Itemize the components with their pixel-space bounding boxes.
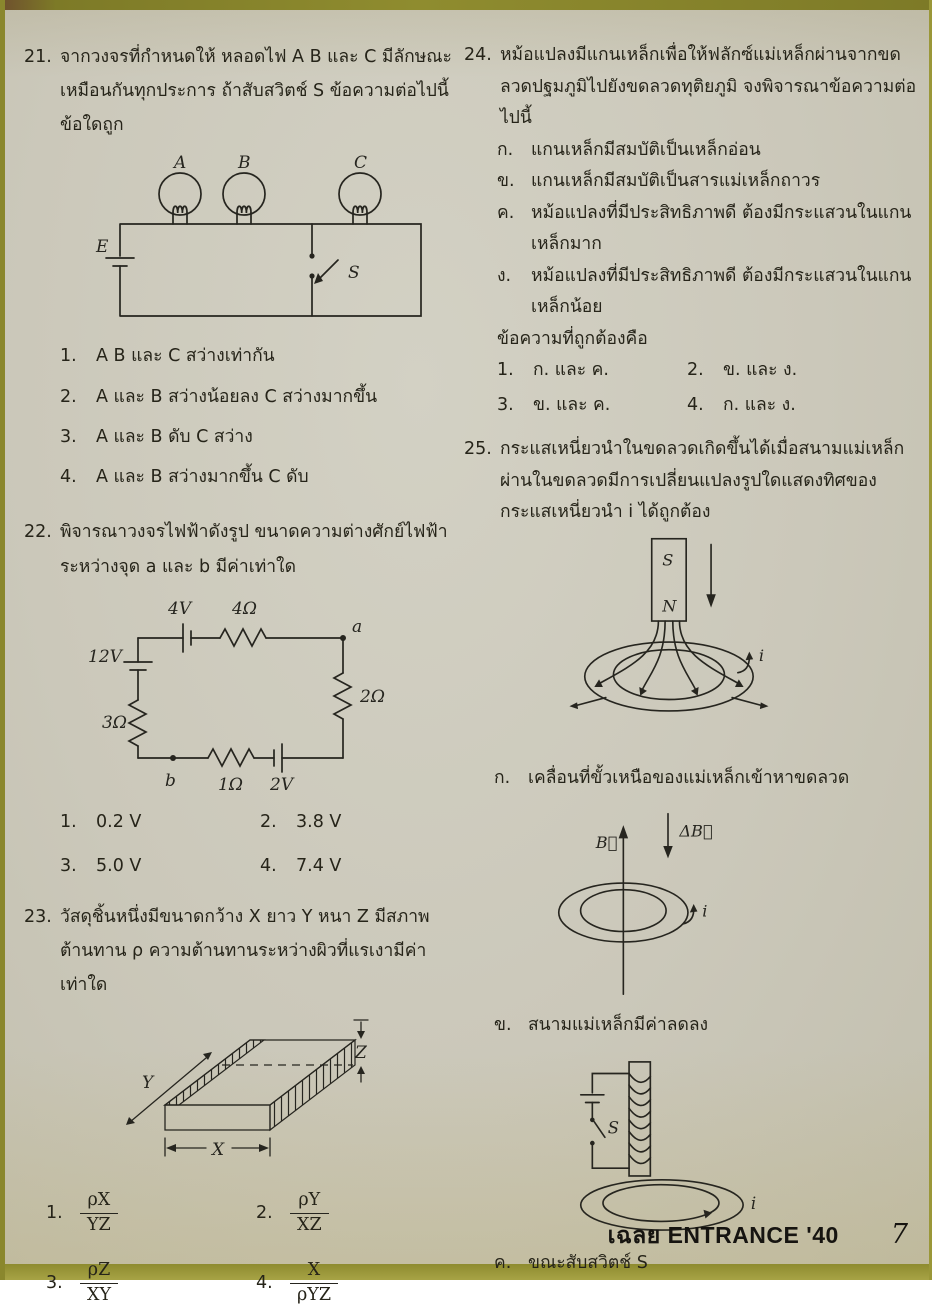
question-23-head xyxy=(24,900,460,1002)
circuit-diagram-q21 xyxy=(96,154,436,326)
label-lamp-b: B xyxy=(238,153,251,174)
choice-number: 4. xyxy=(260,855,277,876)
choice-number: 2. xyxy=(687,360,704,380)
circuit-wires xyxy=(124,624,351,772)
choice-number: 1. xyxy=(46,1203,63,1224)
page-footer xyxy=(608,1218,908,1254)
choice xyxy=(60,852,260,880)
choice xyxy=(60,377,460,417)
label-x: X xyxy=(212,1140,225,1160)
label-battery-e: E xyxy=(96,237,109,258)
question-24-prompt: ข้อความที่ถูกต้องคือ xyxy=(497,328,648,349)
choice-text: A และ B ดับ C สว่าง xyxy=(96,426,253,447)
choice-number: 1. xyxy=(60,346,77,367)
fraction-numerator: ρZ xyxy=(80,1259,118,1284)
label-node-a: a xyxy=(352,616,363,637)
label-12v: 12V xyxy=(88,646,122,667)
solenoid-circuit xyxy=(581,1062,743,1230)
choice xyxy=(60,417,460,457)
choice xyxy=(497,355,687,386)
label-b-vector: B⃗ xyxy=(595,833,618,853)
choice xyxy=(256,1259,460,1307)
fraction-numerator: ρX xyxy=(80,1189,118,1214)
choice-number: 4. xyxy=(687,394,704,415)
choice-number: 3. xyxy=(60,855,77,876)
question-number: 21. xyxy=(24,47,52,67)
label-current-i: i xyxy=(758,645,765,665)
choice-text: 0.2 V xyxy=(96,811,142,832)
label-delta-b-vector: ΔB⃗ xyxy=(679,821,713,841)
choice-number: 4. xyxy=(60,467,77,488)
fraction-denominator: XY xyxy=(87,1284,112,1305)
choice-text: 3.8 V xyxy=(296,811,342,832)
question-24-choices xyxy=(497,355,920,420)
choice-text: ข. และ ง. xyxy=(723,360,798,380)
label-2v: 2V xyxy=(270,774,294,795)
circuit-diagram-q22 xyxy=(88,598,398,798)
fraction-numerator: X xyxy=(290,1259,338,1284)
label-4ohm: 4Ω xyxy=(232,598,257,619)
fraction-numerator: ρY xyxy=(290,1189,329,1214)
choice xyxy=(256,1189,460,1237)
choice xyxy=(46,1259,256,1307)
page-number: 7 xyxy=(890,1219,908,1250)
choice-text: 7.4 V xyxy=(296,855,342,876)
choice-number: 1. xyxy=(497,360,514,380)
question-number: 24. xyxy=(464,45,492,65)
question-23-choices xyxy=(46,1189,460,1308)
label-switch-s: S xyxy=(607,1118,620,1138)
question-text: หม้อแปลงมีแกนเหล็กเพื่อให้ฟลักซ์แม่เหล็กผ่านจากขดลวดปฐมภูมิไปยังขดลวดทุติยภูมิ จงพิจารณาข้อความต่อไปนี้ xyxy=(500,45,917,128)
slab-diagram-q23 xyxy=(110,1010,400,1175)
question-22 xyxy=(24,515,460,879)
label-4v: 4V xyxy=(168,598,192,619)
statement xyxy=(497,198,920,261)
fraction xyxy=(290,1189,329,1237)
label-node-b: b xyxy=(165,770,176,791)
question-21-choices xyxy=(60,336,460,497)
label-y: Y xyxy=(142,1073,154,1093)
statement xyxy=(497,135,920,167)
statement-text: หม้อแปลงที่มีประสิทธิภาพดี ต้องมีกระแสวนในแกนเหล็กมาก xyxy=(531,202,912,254)
page-edge-top xyxy=(0,0,932,10)
label-z: Z xyxy=(355,1043,367,1063)
question-number: 25. xyxy=(464,439,492,460)
statement-letter: ก. xyxy=(497,139,514,160)
label-2ohm: 2Ω xyxy=(360,686,385,707)
question-21 xyxy=(24,40,460,497)
statement-text: หม้อแปลงที่มีประสิทธิภาพดี ต้องมีกระแสวนในแกนเหล็กน้อย xyxy=(531,265,912,317)
statement-text: แกนเหล็กมีสมบัติเป็นสารแม่เหล็กถาวร xyxy=(531,171,821,191)
shaded-face-left xyxy=(165,1040,264,1105)
question-25 xyxy=(464,434,920,1279)
choice-number: 2. xyxy=(256,1203,273,1224)
question-23 xyxy=(24,900,460,1308)
choice-text: ก. และ ง. xyxy=(723,394,796,415)
fraction xyxy=(80,1259,118,1307)
fraction-denominator: ρYZ xyxy=(297,1284,332,1305)
choice xyxy=(260,852,460,880)
caption-letter: ก. xyxy=(494,767,511,788)
caption-letter: ค. xyxy=(494,1252,512,1273)
caption-letter: ข. xyxy=(494,1015,512,1036)
label-switch-s: S xyxy=(348,263,360,284)
question-24-head xyxy=(464,40,920,135)
choice-number: 4. xyxy=(256,1273,273,1294)
caption-text: สนามแม่เหล็กมีค่าลดลง xyxy=(528,1015,709,1036)
label-lamp-a: A xyxy=(174,153,187,174)
choice-text: 5.0 V xyxy=(96,855,142,876)
shaded-face-right xyxy=(270,1040,355,1130)
choice xyxy=(687,355,920,386)
fraction-denominator: YZ xyxy=(87,1214,111,1235)
question-22-choices xyxy=(60,808,460,880)
fraction-denominator: XZ xyxy=(297,1214,322,1235)
page-edge-left xyxy=(0,0,5,1280)
circuit-wires xyxy=(106,173,421,316)
choice xyxy=(60,808,260,836)
label-current-i: i xyxy=(750,1193,757,1213)
question-text: กระแสเหนี่ยวนำในขดลวดเกิดขึ้นได้เมื่อสนามแม่เหล็กผ่านในขดลวดมีการเปลี่ยนแปลงรูปใดแสดงทิศของกระแสเหนี่ยวนำ i ได้ถูกต้อง xyxy=(500,439,905,523)
choice-text: A และ B สว่างน้อยลง C สว่างมากขึ้น xyxy=(96,386,378,407)
right-column xyxy=(464,40,920,1279)
choice-number: 3. xyxy=(46,1273,63,1294)
statement-letter: ค. xyxy=(497,202,515,223)
question-21-head xyxy=(24,40,460,142)
question-24 xyxy=(464,40,920,420)
label-pole-s: S xyxy=(662,550,674,570)
choice xyxy=(687,390,920,421)
question-text: จากวงจรที่กำหนดให้ หลอดไฟ A B และ C มีลักษณะเหมือนกันทุกประการ ถ้าสับสวิตช์ S ข้อความต่อไปนี้ข้อใดถูก xyxy=(60,47,452,136)
statement-letter: ข. xyxy=(497,171,515,191)
label-3ohm: 3Ω xyxy=(102,712,127,733)
label-lamp-c: C xyxy=(354,153,368,174)
label-1ohm: 1Ω xyxy=(218,774,243,795)
choice-number: 3. xyxy=(60,426,77,447)
question-25-head xyxy=(464,434,920,529)
caption-text: ขณะสับสวิตช์ S xyxy=(528,1252,648,1273)
choice xyxy=(46,1189,256,1237)
choice-text: ก. และ ค. xyxy=(533,360,609,380)
question-22-head xyxy=(24,515,460,583)
choice-text: A และ B สว่างมากขึ้น C ดับ xyxy=(96,467,309,488)
question-text: พิจารณาวงจรไฟฟ้าดังรูป ขนาดความต่างศักย์ไฟฟ้าระหว่างจุด a และ b มีค่าเท่าใด xyxy=(60,522,448,577)
caption-b xyxy=(494,1010,920,1042)
caption-a xyxy=(494,763,920,795)
question-text: วัสดุชิ้นหนึ่งมีขนาดกว้าง X ยาว Y หนา Z มีสภาพต้านทาน ρ ความต้านทานระหว่างผิวที่แรเงามีค่าเท่าใด xyxy=(60,906,430,995)
fraction xyxy=(80,1189,118,1237)
label-current-i: i xyxy=(702,901,708,921)
choice xyxy=(60,457,460,497)
circuit-nodes xyxy=(170,635,346,761)
statement xyxy=(497,166,920,198)
choice-text: ข. และ ค. xyxy=(533,394,611,415)
field-lines xyxy=(559,814,694,995)
fraction xyxy=(290,1259,338,1307)
choice xyxy=(60,336,460,376)
question-number: 22. xyxy=(24,522,52,543)
choice-number: 2. xyxy=(60,386,77,407)
label-pole-n: N xyxy=(662,596,677,616)
choice-number: 3. xyxy=(497,394,514,415)
magnet-coil-diagram xyxy=(556,533,824,755)
solenoid-switch-diagram xyxy=(544,1058,834,1234)
choice xyxy=(260,808,460,836)
choice-number: 1. xyxy=(60,811,77,832)
answer-key-title: เฉลย ENTRANCE '40 xyxy=(607,1222,839,1248)
statement-letter: ง. xyxy=(497,265,512,286)
caption-text: เคลื่อนที่ขั้วเหนือของแม่เหล็กเข้าหาขดลวด xyxy=(528,767,850,788)
question-number: 23. xyxy=(24,906,52,927)
statement xyxy=(497,261,920,324)
choice xyxy=(497,390,687,421)
left-column xyxy=(24,40,460,1308)
field-ring-diagram xyxy=(516,808,782,998)
choice-text: A B และ C สว่างเท่ากัน xyxy=(96,346,275,367)
question-24-statements xyxy=(497,135,920,324)
choice-number: 2. xyxy=(260,811,277,832)
statement-text: แกนเหล็กมีสมบัติเป็นเหล็กอ่อน xyxy=(531,139,761,160)
